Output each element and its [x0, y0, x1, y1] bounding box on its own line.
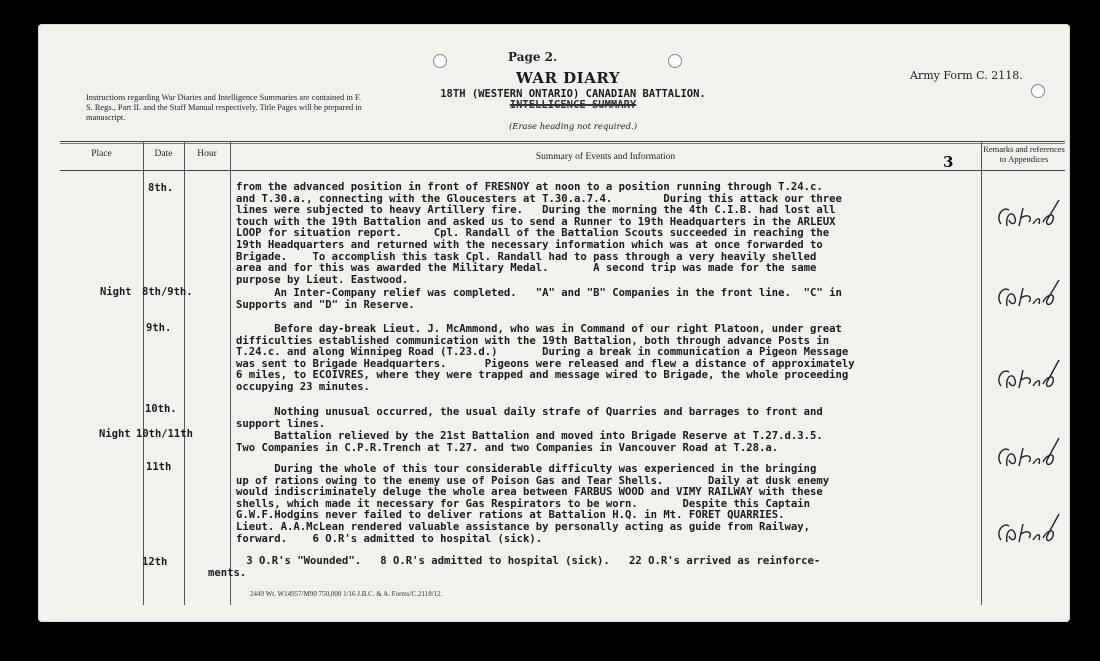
col-divider-date	[184, 141, 185, 605]
diary-sheet	[38, 24, 1070, 622]
struck-heading: INTELLIGENCE SUMMARY	[509, 99, 637, 111]
page-title: WAR DIARY	[515, 69, 621, 87]
col-header-summary: Summary of Events and Information	[535, 152, 676, 162]
col-header-place: Place	[91, 149, 112, 159]
table-top-rule	[60, 141, 1065, 142]
signature-image	[993, 274, 1063, 314]
col-header-remarks: Remarks and references to Appendices	[983, 144, 1065, 164]
entry-date: 10th.	[145, 403, 177, 415]
entry-date: 8th.	[148, 182, 174, 194]
signature-image	[993, 354, 1063, 394]
col-divider-place	[143, 141, 144, 605]
form-footer: 2449 Wt. W14957/M90 750,000 1/16 J.B.C. & A. Forms/C.2118/12.	[250, 590, 443, 598]
header-bottom-rule	[60, 170, 1065, 171]
entry-text: from the advanced position in front of FRESNOY at noon to a position running through T.24.c. and T.30.a., connecting with the Gloucesters at T.30.a.7.4. During this attack our three lines were subjected to heavy Artillery fire. During the morning the 4th C.I.B. had lost all touch with the 19th Battalion and asked us to send a Runner to 19th Headquarters in the ARLEUX LOOP for situation report. Cpl. Randall of the Battalion Scouts succeeded in reaching the 19th Headquarters and returned with the necessary information which was at once forwarded to Brigade. To accomplish this task Cpl. Randall had to pass through a very heavily shelled area and for this was awarded the Military Medal. A second trip was made for the same purpose by Lieut. Eastwood.	[236, 181, 842, 286]
page-number: 3	[943, 153, 954, 171]
signature-image	[993, 196, 1063, 236]
entry-date: 12th	[142, 556, 168, 568]
entry-date: 8th/9th.	[142, 286, 193, 298]
entry-text: An Inter-Company relief was completed. "A" and "B" Companies in the front line. "C" in Supports and "D" in Reserve.	[236, 287, 842, 311]
entry-place: Night	[99, 428, 131, 440]
instructions-note: Instructions regarding War Diaries and Intelligence Summaries are contained in F. S. Regs., Part II. and the Staff Manual respectively. Title Pages will be prepared in manuscript.	[86, 93, 362, 122]
entry-text: 3 O.R's "Wounded". 8 O.R's admitted to hospital (sick). 22 O.R's arrived as reinforce- ments.	[208, 555, 821, 579]
erase-note: (Erase heading not required.)	[508, 122, 638, 132]
entry-place: Night	[100, 286, 132, 298]
col-header-date: Date	[154, 149, 173, 159]
punch-hole	[1031, 84, 1045, 98]
col-header-hour: Hour	[197, 149, 217, 159]
entry-date: 11th	[146, 461, 172, 473]
entry-date: 10th/11th	[136, 428, 193, 440]
punch-hole	[668, 54, 682, 68]
entry-text: Nothing unusual occurred, the usual daily strafe of Quarries and barrages to front and support lines.	[236, 406, 823, 430]
page-label: Page 2.	[508, 50, 558, 64]
entry-date: 9th.	[146, 322, 172, 334]
unit-heading: 18TH (WESTERN ONTARIO) CANADIAN BATTALION.	[440, 88, 706, 100]
signature-image	[993, 508, 1063, 548]
entry-text: Before day-break Lieut. J. McAmmond, who was in Command of our right Platoon, under great difficulties established communication with the 19th Battalion, both through advance Posts in T.24.c. and along Winnipeg Road (T.23.d.) During a break in communication a Pigeon Message was sent to Brigade Headquarters. Pigeons were released and flew a distance of approximately 6 miles, to ECOIVRES, where they were trapped and message wired to Brigade, the whole proceeding occupying 23 minutes.	[236, 323, 855, 393]
col-divider-hour	[230, 141, 231, 605]
table-top-rule-2	[60, 143, 1065, 144]
entry-text: During the whole of this tour considerable difficulty was experienced in the bringing up of rations owing to the enemy use of Poison Gas and Tear Shells. Daily at dusk enemy would indiscriminately deluge the whole area between FARBUS WOOD and VIMY RAILWAY with these shells, which made it necessary for Gas Respirators to be worn. Despite this Captain G.W.F.Hodgins never failed to deliver rations at Battalion H.Q. in Mt. FORET QUARRIES. Lieut. A.A.McLean rendered valuable assistance by personally acting as guide from Railway, forward. 6 O.R's admitted to hospital (sick).	[236, 463, 830, 545]
punch-hole	[433, 54, 447, 68]
army-form-label: Army Form C. 2118.	[910, 69, 1023, 82]
signature-image	[993, 432, 1063, 472]
entry-text: Battalion relieved by the 21st Battalion and moved into Brigade Reserve at T.27.d.3.5. Two Companies in C.P.R.Trench at T.27. and two Companies in Vancouver Road at T.28.a.	[236, 430, 823, 454]
